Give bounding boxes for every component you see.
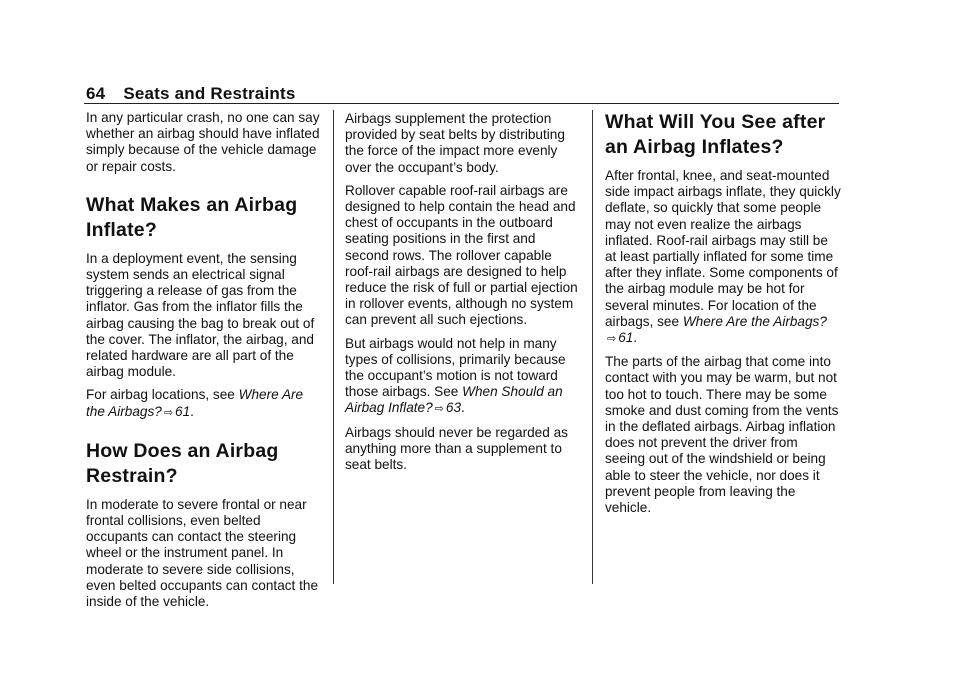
paragraph: In a deployment event, the sensing system sends an electrical signal triggering a release of gas from the inflator. Gas from the inflator fills the airbag causing the bag to break out of the cover. The inflator, the airbag, and related hardware are all part of the airbag module. [86,250,315,380]
heading-what-will-you-see: What Will You See after an Airbag Inflates? [605,111,826,158]
page-number: 64 [86,84,106,103]
page-ref[interactable]: 63 [445,400,462,416]
cross-reference-link[interactable]: Where Are the Airbags? [86,387,304,419]
paragraph [345,336,581,418]
page-ref[interactable]: 61 [618,330,634,346]
heading-what-makes-airbag-inflate: What Makes an Airbag Inflate? [86,193,298,241]
text: . [633,330,638,346]
cross-reference-link[interactable]: Where Are the Airbags? [682,313,827,329]
text: After frontal, knee, and seat-mounted side impact airbags inflate, they quickly deflate, so quickly that some people may not even realize the airbags inflated. Roof-rail airbags may still be at least partially inflated for some time after they inflate. Some components of the airbag module may be hot for several minutes. For location of the airbags, see [605,168,841,329]
paragraph: Airbags should never be regarded as anything more than a supplement to seat belts. [345,424,568,473]
cross-reference-link[interactable]: When Should an Airbag Inflate? [345,384,563,416]
heading-how-does-airbag-restrain: How Does an Airbag Restrain? [86,439,279,487]
text: . [190,403,194,419]
page-ref-icon: ⇨ [434,403,444,416]
paragraph [86,387,322,420]
column-divider [333,110,334,584]
text: . [461,400,465,416]
page-ref-icon: ⇨ [163,406,174,419]
column-divider [592,110,593,584]
page-header [86,84,296,104]
text: For airbag locations, see [86,387,239,403]
paragraph [605,168,841,347]
column-1 [86,110,322,617]
paragraph: Airbags supplement the protection provided by seat belts by distributing the force of the impact more evenly over the occupant’s body. [345,111,565,175]
text: But airbags would not help in many types of collisions, primarily because the occupant’s motion is not toward those airbags. See [345,335,566,400]
paragraph: In any particular crash, no one can say whether an airbag should have inflated simply because of the vehicle damage or repair costs. [86,110,320,174]
column-3 [605,110,841,523]
page-ref-icon: ⇨ [607,333,617,346]
column-2 [345,111,581,480]
page-ref[interactable]: 61 [175,403,191,419]
paragraph: The parts of the airbag that come into contact with you may be warm, but not too hot to touch. There may be some smoke and dust coming from the vents in the deflated airbags. Airbag inflation does not prevent the driver from seeing out of the windshield or being able to steer the vehicle, nor does it prevent people from leaving the vehicle. [605,354,839,516]
section-title: Seats and Restraints [123,84,296,103]
header-rule [84,103,839,104]
paragraph: In moderate to severe frontal or near frontal collisions, even belted occupants can contact the steering wheel or the instrument panel. In moderate to severe side collisions, even belted occupants can contact the inside of the vehicle. [86,496,319,610]
paragraph: Rollover capable roof-rail airbags are designed to help contain the head and chest of occupants in the outboard seating positions in the first and second rows. The rollover capable roof-rail airbags are designed to help reduce the risk of full or partial ejection in rollover events, although no system can prevent all such ejections. [345,182,578,328]
